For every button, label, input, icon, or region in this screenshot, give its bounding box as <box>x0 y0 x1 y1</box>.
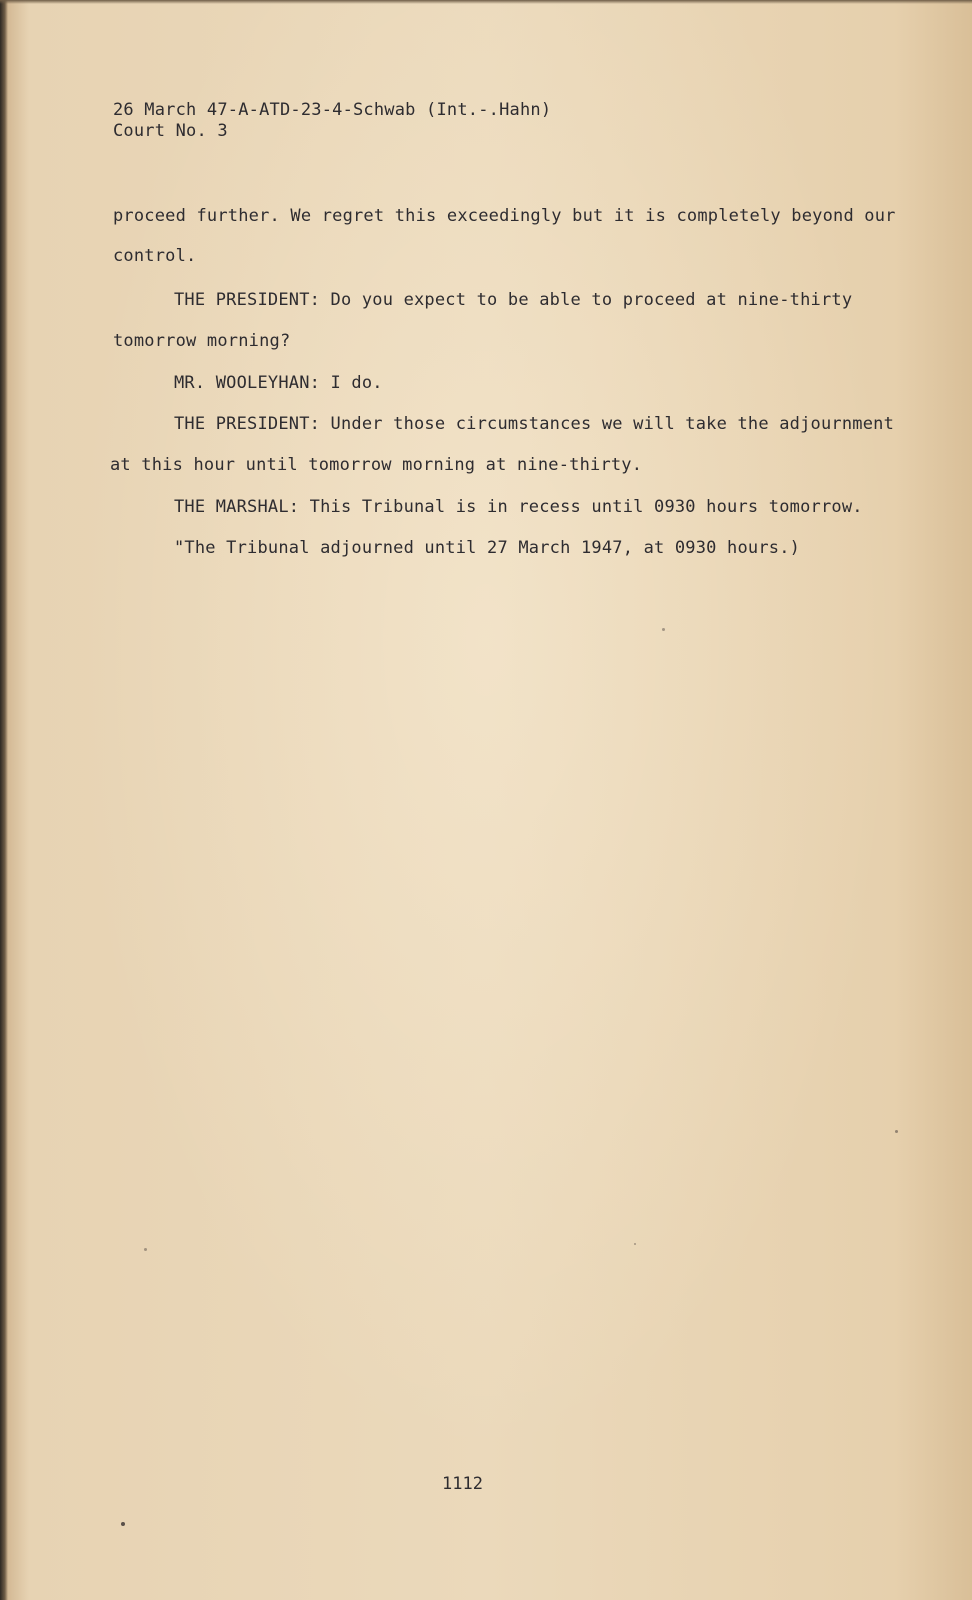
header-court-line: Court No. 3 <box>113 121 228 141</box>
page-number: 1112 <box>442 1474 483 1494</box>
transcript-line: tomorrow morning? <box>113 331 291 351</box>
transcript-line: THE PRESIDENT: Under those circumstances we will take the adjournment <box>174 414 895 434</box>
page-top-edge <box>0 0 972 4</box>
transcript-line: proceed further. We regret this exceedingly but it is completely beyond our <box>113 206 896 226</box>
transcript-line: MR. WOOLEYHAN: I do. <box>174 373 383 393</box>
transcript-line: control. <box>113 246 197 266</box>
page-binding-edge <box>0 0 8 1600</box>
transcript-line: THE MARSHAL: This Tribunal is in recess until 0930 hours tomorrow. <box>174 497 863 517</box>
paper-speck <box>144 1248 147 1251</box>
paper-speck <box>662 628 665 631</box>
paper-speck <box>895 1130 898 1133</box>
transcript-line: at this hour until tomorrow morning at nine-thirty. <box>110 455 643 475</box>
paper-speck <box>121 1522 125 1526</box>
transcript-line: THE PRESIDENT: Do you expect to be able to proceed at nine-thirty <box>174 290 853 310</box>
header-case-line: 26 March 47-A-ATD-23-4-Schwab (Int.-.Hahn) <box>113 100 552 120</box>
transcript-line: "The Tribunal adjourned until 27 March 1947, at 0930 hours.) <box>174 538 801 558</box>
paper-speck <box>634 1243 636 1245</box>
